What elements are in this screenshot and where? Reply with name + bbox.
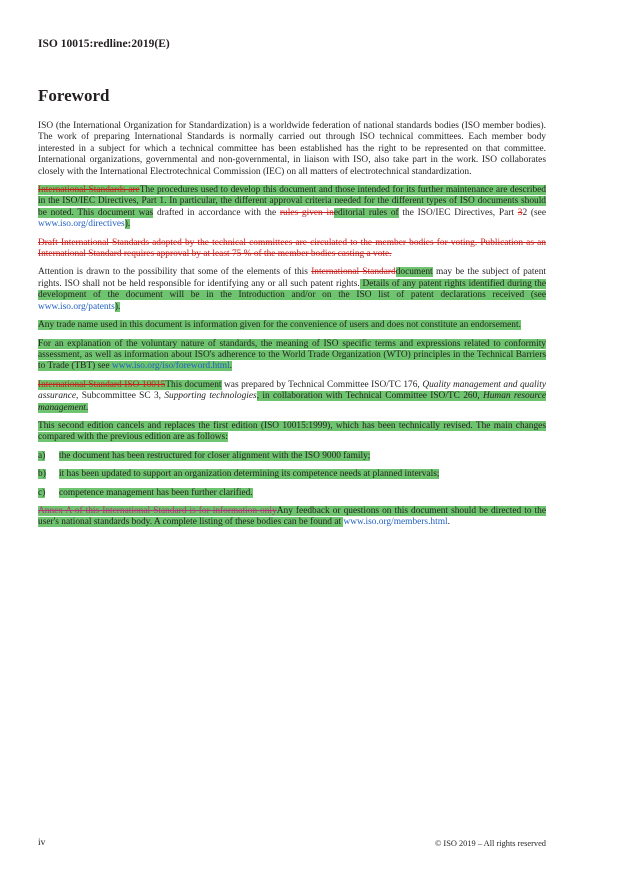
deleted-text: International Standard <box>311 267 396 278</box>
inserted-text: document <box>395 267 433 278</box>
plain-text: (see <box>527 207 546 218</box>
subcommittee-name: Supporting technologies <box>164 391 257 402</box>
plain-text: the ISO/IEC Directives, Part <box>398 207 518 218</box>
plain-text: , Subcommittee SC 3, <box>76 391 165 402</box>
inserted-text: editorial rules of <box>333 207 399 218</box>
deleted-text: Annex A of this International Standard is for information only <box>38 505 277 516</box>
tc260-name: Human resource management <box>38 391 547 413</box>
paragraph-edition <box>38 421 546 444</box>
inserted-text: For an explanation of the voluntary nature of standards, the meaning of ISO specific terms and expressions related to conformity assessment, as well as information about ISO's adherence to the World Trade Organization (WTO) principles in the Technical Barriers to Trade (TBT) see <box>38 338 546 372</box>
list-item <box>38 488 546 499</box>
inserted-text: 2 <box>522 207 528 218</box>
copyright-notice: © ISO 2019 – All rights reserved <box>434 839 546 848</box>
paragraph-feedback <box>38 506 546 529</box>
list-label: a) <box>38 450 46 461</box>
patents-link[interactable]: www.iso.org/patents <box>38 301 115 312</box>
committee-name: Quality management and quality assurance <box>38 379 547 402</box>
list-item <box>38 451 546 462</box>
inserted-text: ). <box>114 301 121 312</box>
deleted-text: 3 <box>517 207 523 218</box>
list-text: competence management has been further clarified. <box>59 487 253 498</box>
directives-link[interactable]: www.iso.org/directives <box>38 219 125 230</box>
plain-text: may be the subject of patent rights. ISO shall not be held responsible for identifying any or all such patent rights. <box>38 267 546 289</box>
document-header: ISO 10015:redline:2019(E) <box>38 38 170 50</box>
deleted-text: International Standard ISO 10015 <box>38 379 166 390</box>
list-label: b) <box>38 469 46 480</box>
paragraph-iso-intro: ISO (the International Organization for Standardization) is a worldwide federation of national standards bodies (ISO member bodies). The work of preparing International Standards is normally carried out through ISO technical committees. Each member body interested in a subject for which a technical committee has been established has the right to be represented on that committee. International organizations, governmental and non-governmental, in liaison with ISO, also take part in the work. ISO collaborates closely with the International Electrotechnical Commission (IEC) on all matters of electrotechnical standardization. <box>38 121 546 177</box>
foreword-link[interactable]: www.iso.org/iso/foreword.html <box>111 361 230 372</box>
plain-text: Attention is drawn to the possibility that some of the elements of this <box>38 267 312 278</box>
paragraph-draft-deleted <box>38 238 546 261</box>
list-item <box>38 469 546 480</box>
paragraph-trade-name <box>38 320 546 331</box>
inserted-text: . <box>85 402 89 413</box>
foreword-body <box>38 121 546 536</box>
members-link[interactable]: www.iso.org/members.html <box>343 517 448 528</box>
list-text: it has been updated to support an organization determining its competence needs at planned intervals; <box>59 469 440 480</box>
list-label: c) <box>38 487 46 498</box>
list-text: the document has been restructured for closer alignment with the ISO 9000 family; <box>59 450 371 461</box>
inserted-text: Any feedback or questions on this document should be directed to the user's national standards body. A complete listing of these bodies can be found at <box>38 505 546 528</box>
plain-text: was prepared by Technical Committee ISO/TC 176, <box>221 379 423 390</box>
paragraph-patents <box>38 267 546 313</box>
deleted-text: International Standards are <box>38 185 140 196</box>
plain-text: . <box>447 517 450 528</box>
inserted-text: . <box>229 361 232 372</box>
plain-text: drafted in accordance with the <box>153 207 280 218</box>
page-title: Foreword <box>38 86 110 105</box>
inserted-text: , in collaboration with Technical Committee ISO/TC 260, <box>256 391 483 402</box>
inserted-text: This document <box>165 379 222 390</box>
paragraph-voluntary-nature <box>38 339 546 373</box>
inserted-text: Any trade name used in this document is information given for the convenience of users and does not constitute an endorsement. <box>38 320 521 331</box>
paragraph-committee <box>38 380 546 414</box>
inserted-text: The procedures used to develop this document and those intended for its further maintenance are described in the ISO/IEC Directives, Part 1. In particular, the different approval criteria needed for the different types of ISO documents should be noted. This document was <box>38 185 546 218</box>
inserted-text: Details of any patent rights identified during the development of the document will be in the Introduction and/or on the ISO list of patent declarations received (see <box>38 278 546 301</box>
deleted-text: rules given in <box>279 207 334 218</box>
deleted-text: Draft International Standards adopted by the technical committees are circulated to the member bodies for voting. Publication as an International Standard requires approval by at least 75 % of the member bodies casting a vote. <box>38 237 546 260</box>
paragraph-procedures <box>38 185 546 231</box>
inserted-text: ). <box>124 219 131 230</box>
inserted-text: This second edition cancels and replaces the first edition (ISO 10015:1999), which has been technically revised. The main changes compared with the previous edition are as follows: <box>38 420 546 443</box>
page-number: iv <box>38 838 46 848</box>
